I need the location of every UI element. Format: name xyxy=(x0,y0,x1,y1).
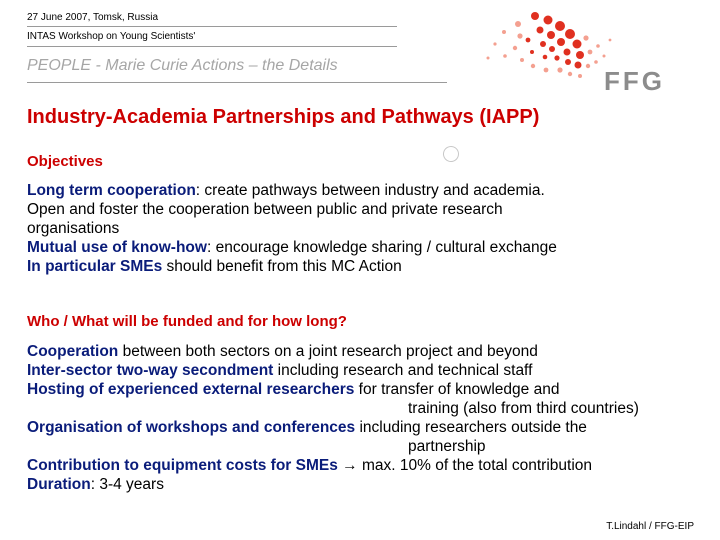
bullet-line xyxy=(27,437,707,456)
objectives-heading: Objectives xyxy=(27,153,103,170)
emphasis-text: Organisation of workshops and conferences xyxy=(27,419,356,436)
bullet-line xyxy=(27,342,707,361)
emphasis-text: Duration xyxy=(27,476,91,493)
emphasis-text: Long term cooperation xyxy=(27,182,196,199)
bullet-line xyxy=(27,456,707,475)
bullet-line xyxy=(27,200,707,219)
decorative-circle-icon xyxy=(441,144,462,165)
bullet-line xyxy=(27,380,707,399)
header-divider xyxy=(27,26,397,27)
section-divider xyxy=(27,82,447,83)
body-text: partnership xyxy=(408,438,486,455)
body-text: Open and foster the cooperation between public and private research xyxy=(27,201,503,218)
bullet-line xyxy=(27,475,707,494)
bullet-line xyxy=(27,361,707,380)
footer-author: T.Lindahl / FFG-EIP xyxy=(606,521,694,532)
bullet-line xyxy=(27,399,707,418)
slide-title: Industry-Academia Partnerships and Pathways (IAPP) xyxy=(27,106,540,128)
header-date-location: 27 June 2007, Tomsk, Russia xyxy=(27,12,159,23)
body-text: including research and technical staff xyxy=(273,362,533,379)
emphasis-text: In particular SMEs xyxy=(27,258,163,275)
emphasis-text: Inter-sector two-way secondment xyxy=(27,362,274,379)
bullet-line xyxy=(27,219,707,238)
body-text: between both sectors on a joint research project and beyond xyxy=(118,343,538,360)
bullet-line xyxy=(27,181,707,200)
body-text: should benefit from this MC Action xyxy=(162,258,402,275)
emphasis-text: Mutual use of know-how xyxy=(27,239,207,256)
funded-heading: Who / What will be funded and for how long? xyxy=(27,313,347,330)
section-title: PEOPLE - Marie Curie Actions – the Details xyxy=(27,57,338,74)
ffg-logo-text: FFG xyxy=(604,66,665,96)
body-text: training (also from third countries) xyxy=(408,400,639,417)
header-event: INTAS Workshop on Young Scientists' xyxy=(27,31,196,42)
header-divider xyxy=(27,46,397,47)
body-text: including researchers outside the xyxy=(355,419,587,436)
bullet-line xyxy=(27,238,707,257)
body-text: organisations xyxy=(27,220,120,237)
body-text: : encourage knowledge sharing / cultural exchange xyxy=(206,239,557,256)
body-text: → max. 10% of the total contribution xyxy=(337,457,593,474)
emphasis-text: Contribution to equipment costs for SMEs xyxy=(27,457,338,474)
bullet-line xyxy=(27,418,707,437)
body-text: : create pathways between industry and academia. xyxy=(195,182,545,199)
funded-list xyxy=(27,342,707,494)
emphasis-text: Cooperation xyxy=(27,343,119,360)
body-text: : 3-4 years xyxy=(90,476,164,493)
emphasis-text: Hosting of experienced external researchers xyxy=(27,381,355,398)
body-text: for transfer of knowledge and xyxy=(354,381,560,398)
bullet-line xyxy=(27,257,707,276)
objectives-list xyxy=(27,181,707,276)
